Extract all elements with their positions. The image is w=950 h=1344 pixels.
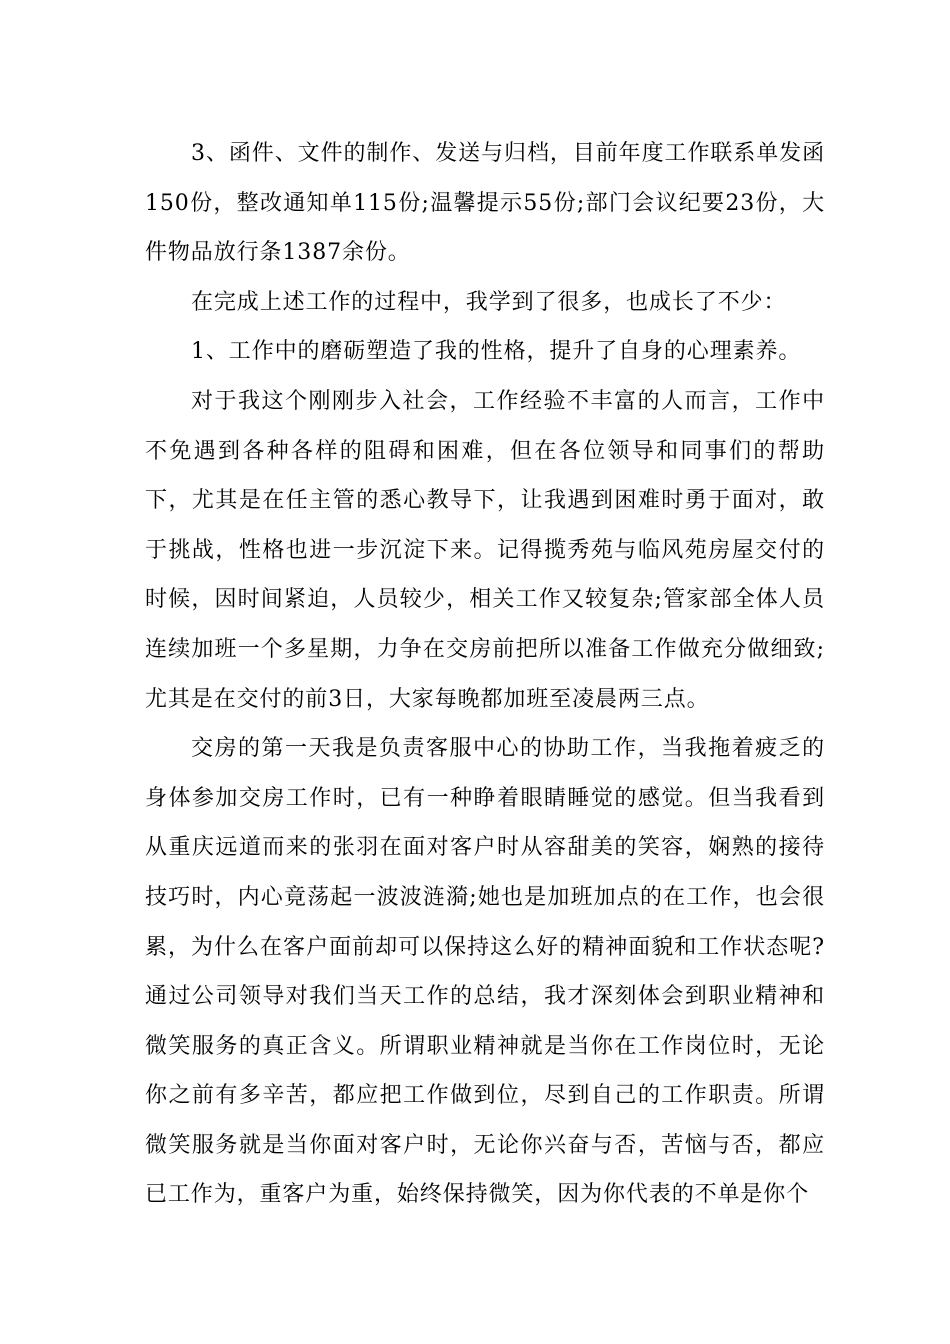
document-body <box>145 129 825 1220</box>
paragraph-handover-day: 交房的第一天我是负责客服中心的协助工作，当我拖着疲乏的身体参加交房工作时，已有一种睁着眼睛睡觉的感觉。但当我看到从重庆远道而来的张羽在面对客户时从容甜美的笑容，娴熟的接待技巧时，内心竟荡起一波波涟漪;她也是加班加点的在工作，也会很累，为什么在客户面前却可以保持这么好的精神面貌和工作状态呢?通过公司领导对我们当天工作的总结，我才深刻体会到职业精神和微笑服务的真正含义。所谓职业精神就是当你在工作岗位时，无论你之前有多辛苦，都应把工作做到位，尽到自己的工作职责。所谓微笑服务就是当你面对客户时，无论你兴奋与否，苦恼与否，都应已工作为，重客户为重，始终保持微笑，因为你代表的不单是你个 <box>145 736 825 1208</box>
paragraph-filing-stats: 3、函件、文件的制作、发送与归档，目前年度工作联系单发函150份，整改通知单115份;温馨提示55份;部门会议纪要23份，大件物品放行条1387余份。 <box>145 141 825 266</box>
paragraph-experience: 对于我这个刚刚步入社会，工作经验不丰富的人而言，工作中不免遇到各种各样的阻碍和困难，但在各位领导和同事们的帮助下，尤其是在任主管的悉心教导下，让我遇到困难时勇于面对，敢于挑战，性格也进一步沉淀下来。记得揽秀苑与临风苑房屋交付的时候，因时间紧迫，人员较少，相关工作又较复杂;管家部全体人员连续加班一个多星期，力争在交房前把所以准备工作做充分做细致;尤其是在交付的前3日，大家每晚都加班至凌晨两三点。 <box>145 388 825 712</box>
paragraph-heading-character: 1、工作中的磨砺塑造了我的性格，提升了自身的心理素养。 <box>191 339 802 365</box>
paragraph-learning-intro: 在完成上述工作的过程中，我学到了很多，也成长了不少： <box>191 289 787 315</box>
